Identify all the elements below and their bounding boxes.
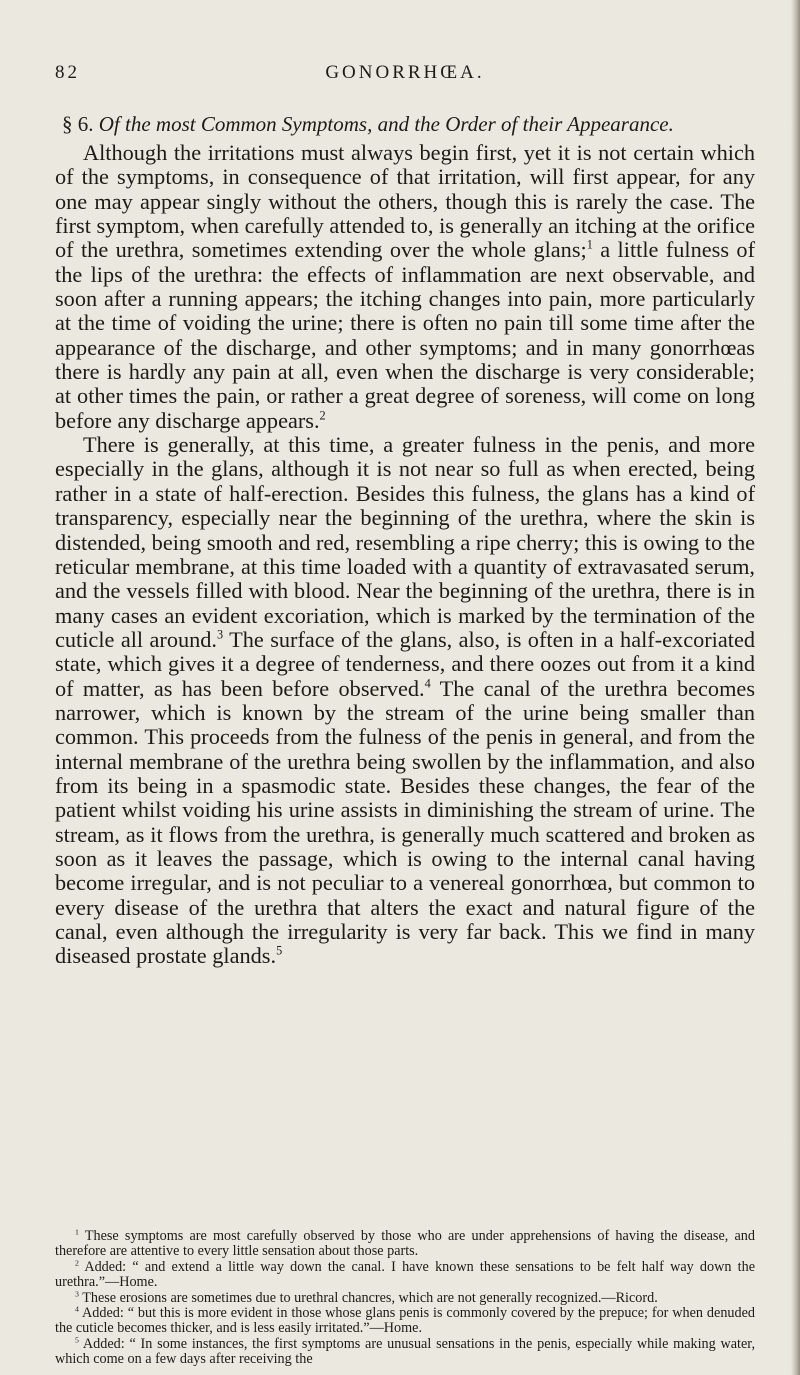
body-text <box>55 141 755 969</box>
footnote-ref: 5 <box>276 943 283 958</box>
footnote: $^4$ Added: “ but this is more evident in those whose glans penis is commonly covered by the prepuce; for when denuded the cuticle becomes thicker, and is less easily irritated.”—Home. <box>55 1304 755 1337</box>
footnotes <box>55 1229 755 1368</box>
footnote: $^2$ Added: “ and extend a little way down the canal. I have known these sensations to be felt half way down the urethra.”—Home. <box>55 1258 755 1291</box>
paragraph: Although the irritations must always begin first, yet it is not certain which of the symptoms, in consequence of that irritation, will first appear, for any one may appear singly without the others, though this is rarely the case. The first symptom, when carefully attended to, is generally an itching at the orifice of the urethra, sometimes extending over the whole glans;$^1$ a little fulness of the lips of the urethra: the effects of inflammation are next observable, and soon after a running appears; the itching changes into pain, more particularly at the time of voiding the urine; there is often no pain till some time after the appearance of the discharge, and other symptoms; and in many gonorrhœas there is hardly any pain at all, even when the discharge is very considerable; at other times the pain, or rather a great degree of soreness, will come on long before any discharge appears.$^2$ <box>55 140 755 433</box>
paragraph: There is generally, at this time, a greater fulness in the penis, and more especially in the glans, although it is not near so full as when erected, being rather in a state of half-erection. Besides this fulness, the glans has a kind of transparency, especially near the beginning of the urethra, where the skin is distended, being smooth and red, resembling a ripe cherry; this is owing to the reticular membrane, at this time loaded with a quantity of extravasated serum, and the vessels filled with blood. Near the beginning of the urethra, there is in many cases an evident excoriation, which is marked by the termination of the cuticle all around.$^3$ The surface of the glans, also, is often in a half-excoriated state, which gives it a degree of tenderness, and there oozes out from it a kind of matter, as has been before observed.$^4$ The canal of the urethra becomes narrower, which is known by the stream of the urine being smaller than common. This proceeds from the fulness of the penis in general, and from the internal membrane of the urethra being swollen by the inflammation, and also from its being in a spasmodic state. Besides these changes, the fear of the patient whilst voiding his urine assists in diminishing the stream of urine. The stream, as it flows from the urethra, is generally much scattered and broken as soon as it leaves the passage, which is owing to the internal canal having become irregular, and is not peculiar to a venereal gonorrhœa, but common to every disease of the urethra that alters the exact and natural figure of the canal, even although the irregularity is very far back. This we find in many diseased prostate glands.$^5$ <box>55 432 755 969</box>
footnote: $^1$ These symptoms are most carefully observed by those who are under apprehensions of having the disease, and therefore are attentive to every little sensation about those parts. <box>55 1227 755 1260</box>
section-number: § 6. <box>62 112 94 136</box>
footnote: $^5$ Added: “ In some instances, the first symptoms are unusual sensations in the penis, especially while making water, which come on a few days after receiving the <box>55 1335 755 1368</box>
footnote: $^3$ These erosions are sometimes due to urethral chancres, which are not generally recognized.—Ricord. <box>75 1288 658 1306</box>
footnote-ref: 4 <box>424 676 431 691</box>
page-number: 82 <box>55 62 80 83</box>
footnote-ref: 1 <box>586 237 593 252</box>
running-title: GONORRHŒA. <box>325 62 485 83</box>
page-edge <box>791 0 800 1375</box>
footnote-ref: 2 <box>319 408 326 423</box>
section-heading <box>62 110 755 138</box>
section-title: Of the most Common Symptoms, and the Order of their Appearance. <box>98 112 674 136</box>
footnote-ref: 3 <box>217 627 224 642</box>
